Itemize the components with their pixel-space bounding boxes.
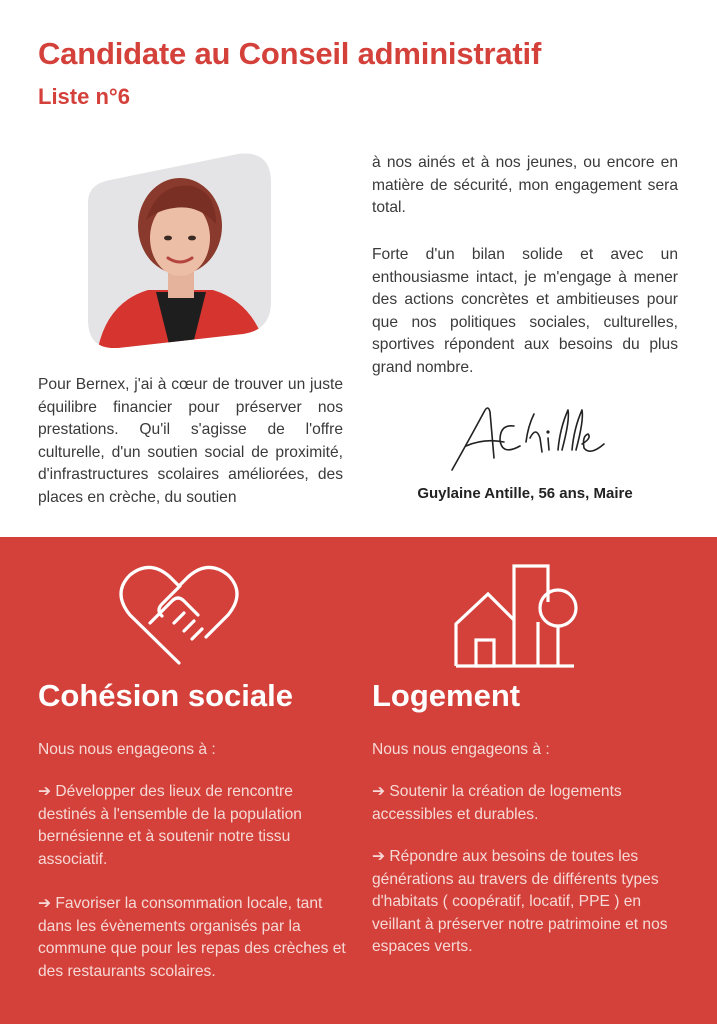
section-title-cohesion: Cohésion sociale: [38, 678, 293, 713]
section-lead-logement: Nous nous engageons à :: [372, 741, 550, 758]
commitment-item: ➔ Soutenir la création de logements accessibles et durables.: [372, 783, 622, 823]
section-lead-cohesion: Nous nous engageons à :: [38, 741, 216, 758]
engagement-paragraph: à nos ainés et à nos jeunes, ou encore en matière de sécurité, mon engagement sera total.: [372, 154, 678, 217]
signature-caption: Guylaine Antille, 56 ans, Maire: [417, 485, 633, 502]
section-title-logement: Logement: [372, 678, 521, 713]
candidate-photo: [88, 152, 271, 348]
intro-paragraph: Pour Bernex, j'ai à cœur de trouver un juste équilibre financier pour préserver nos prestations. Qu'il s'agisse de l'offre culturelle, d'un soutien social de proximité, d'infrastructures scolaires améliorées, des places en crèche, du soutien: [38, 376, 343, 506]
commitment-item: ➔ Développer des lieux de rencontre destinés à l'ensemble de la population bernésienne et à soutenir notre tissu associatif.: [38, 783, 302, 868]
heart-handshake-icon: [118, 563, 240, 667]
page-title: Candidate au Conseil administratif: [38, 36, 542, 71]
commitment-item: ➔ Répondre aux besoins de toutes les générations au travers de différents types d'habitats ( coopératif, locatif, PPE ) en veillant à préserver notre patrimoine et nos espaces verts.: [372, 848, 668, 956]
bilan-paragraph: Forte d'un bilan solide et avec un enthousiasme intact, je m'engage à mener des actions concrètes et ambitieuses pour que nos politiques sociales, culturelles, sportives répondent aux besoins du plus grand nombre.: [372, 246, 678, 376]
list-number: Liste n°6: [38, 84, 130, 109]
signature: [448, 398, 608, 476]
commitment-item: ➔ Favoriser la consommation locale, tant dans les évènements organisés par la commune que pour les repas des crèches et des restaurants scolaires.: [38, 895, 346, 980]
house-building-tree-icon: [452, 562, 582, 668]
